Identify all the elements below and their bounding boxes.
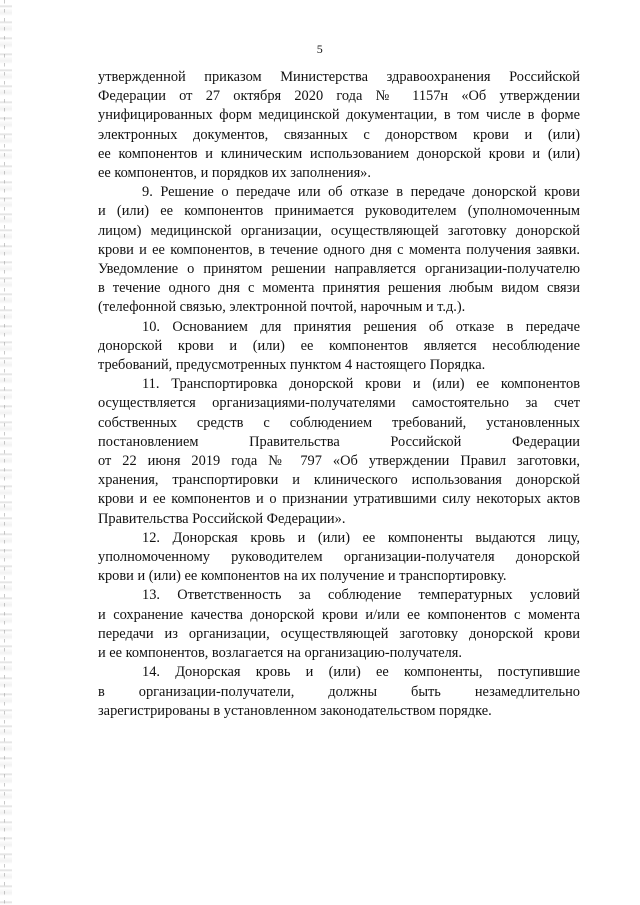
text-line: Правительства Российской Федерации». xyxy=(98,510,346,527)
text-line: постановлением Правительства Российской Федерации xyxy=(98,433,580,450)
page-number: 5 xyxy=(316,42,324,56)
text-line: 11. Транспортировка донорской крови и (или) ее компонентов xyxy=(142,376,580,393)
text-line: требований, предусмотренных пунктом 4 настоящего Порядка. xyxy=(98,357,486,374)
text-line: хранения, транспортировки и клинического использования донорской xyxy=(98,472,580,489)
text-line: 10. Основанием для принятия решения об отказе в передаче xyxy=(142,318,580,335)
text-line: крови и ее компонентов, в течение одного дня с момента получения заявки. xyxy=(98,241,580,258)
text-line: (телефонной связью, электронной почтой, нарочным и т.д.). xyxy=(98,299,466,316)
text-line: осуществляется организациями-получателями самостоятельно за счет xyxy=(98,395,580,412)
text-line: и сохранение качества донорской крови и/или ее компонентов с момента xyxy=(98,606,580,623)
text-line: крови и (или) ее компонентов на их получение и транспортировку. xyxy=(98,568,507,585)
text-line: и (или) ее компонентов принимается руководителем (уполномоченным xyxy=(98,203,580,220)
text-line: утвержденной приказом Министерства здравоохранения Российской xyxy=(98,69,580,85)
text-line: собственных средств с соблюдением требований, установленных xyxy=(98,414,580,431)
text-line: уполномоченному руководителем организации-получателя донорской xyxy=(98,549,580,566)
text-line: 12. Донорская кровь и (или) ее компоненты выдаются лицу, xyxy=(142,529,580,546)
text-line: и ее компонентов, возлагается на организацию-получателя. xyxy=(98,645,463,662)
text-line: электронных документов, связанных с донорством крови и (или) xyxy=(98,126,580,143)
text-line: Уведомление о принятом решении направляется организации-получателю xyxy=(98,261,580,278)
text-line: лицом) медицинской организации, осуществляющей заготовку донорской xyxy=(98,222,580,239)
text-line: 14. Донорская кровь и (или) ее компоненты, поступившие xyxy=(142,664,580,681)
text-line: от 22 июня 2019 года № 797 «Об утверждении Правил заготовки, xyxy=(98,453,580,470)
text-line: 9. Решение о передаче или об отказе в передаче донорской крови xyxy=(142,184,580,201)
text-line: донорской крови и (или) ее компонентов является несоблюдение xyxy=(98,337,580,354)
scan-edge-artifact xyxy=(0,0,12,905)
text-line: в организации-получатели, должны быть незамедлительно xyxy=(98,683,580,700)
document-body xyxy=(98,68,580,721)
scan-edge-line xyxy=(4,0,5,905)
text-line: передачи из организации, осуществляющей заготовку донорской крови xyxy=(98,625,580,642)
text-line: крови и ее компонентов и о признании утратившими силу некоторых актов xyxy=(98,491,580,508)
text-line: 13. Ответственность за соблюдение температурных условий xyxy=(142,587,580,604)
text-line: в течение одного дня с момента принятия решения любым видом связи xyxy=(98,280,580,297)
text-line: Федерации от 27 октября 2020 года № 1157н «Об утверждении xyxy=(98,88,580,105)
text-line: зарегистрированы в установленном законодательством порядке. xyxy=(98,702,492,719)
text-line: ее компонентов, и порядков их заполнения». xyxy=(98,165,371,182)
text-line: унифицированных форм медицинской документации, в том числе в форме xyxy=(98,107,580,124)
text-line: ее компонентов и клиническим использованием донорской крови и (или) xyxy=(98,145,580,162)
